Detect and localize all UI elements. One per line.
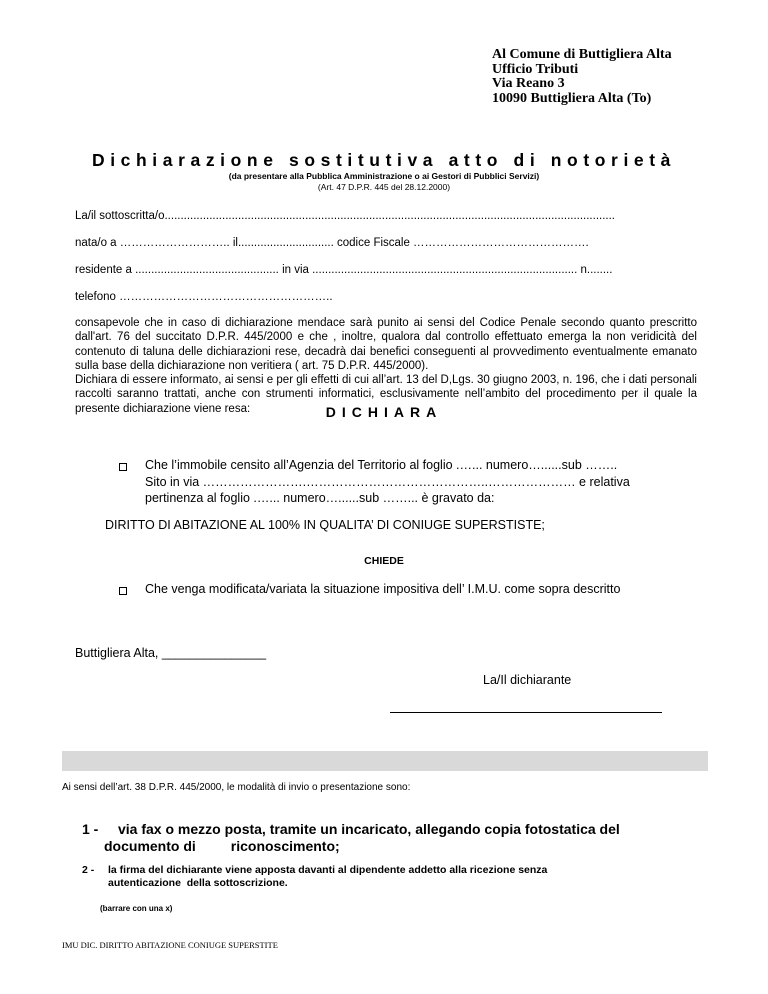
field-telefono[interactable]: telefono ……………………………………………….. xyxy=(75,291,333,303)
body-text xyxy=(75,316,697,416)
dichiara-item-line: Sito in via …………………….……………………………………..………………… e relativa xyxy=(145,474,630,489)
diritto-statement: DIRITTO DI ABITAZIONE AL 100% IN QUALITA’ DI CONIUGE SUPERSTISTE; xyxy=(105,518,545,532)
mode-1-line: via fax o mezzo posta, tramite un incaricato, allegando copia fotostatica del xyxy=(118,821,620,837)
mode-2-line: autenticazione della sottoscrizione. xyxy=(108,877,288,889)
recipient-line: Ufficio Tributi xyxy=(492,61,579,77)
dichiara-item-line: pertinenza al foglio .…... numero…......sub ……... è gravato da: xyxy=(145,491,495,505)
signature-label: La/Il dichiarante xyxy=(483,673,572,687)
consapevole-paragraph: consapevole che in caso di dichiarazione mendace sarà punito ai sensi del Codice Penale secondo quanto prescritto dall'art. 76 del succitato D.P.R. 445/2000 e che , inoltre, qualora dal controllo effettuato emerga la non veridicità del contenuto di taluna delle dichiarazioni rese, decadrà dai benefici conseguenti al provvedimento eventualmente emanato sulla base della dichiarazione non veritiera ( art. 75 D.P.R. 445/2000). xyxy=(75,317,697,372)
field-residente[interactable]: residente a ............................................. in via ................................................................................... n........ xyxy=(75,264,613,276)
checkbox-icon[interactable] xyxy=(119,587,127,595)
recipient-line: Via Reano 3 xyxy=(492,76,565,91)
mode-2-line: la firma del dichiarante viene apposta davanti al dipendente addetto alla ricezione senza xyxy=(108,864,548,876)
chiede-item: Che venga modificata/variata la situazione impositiva dell’ I.M.U. come sopra descritto xyxy=(145,582,621,596)
separator-band xyxy=(62,751,708,771)
signature-line[interactable] xyxy=(390,712,662,713)
mode-number: 1 - xyxy=(82,821,99,837)
recipient-line: Al Comune di Buttigliera Alta xyxy=(492,47,672,62)
mode-2-text xyxy=(104,864,704,890)
dichiara-item xyxy=(145,457,705,507)
place-date-field[interactable]: Buttigliera Alta, _______________ xyxy=(75,646,267,660)
dichiara-item-line: Che l’immobile censito all’Agenzia del Territorio al foglio .…... numero…......sub …….. xyxy=(145,458,618,472)
chiede-heading: CHIEDE xyxy=(364,555,404,567)
mode-1-line: documento di riconoscimento; xyxy=(104,838,340,854)
dichiara-heading: DICHIARA xyxy=(325,404,443,420)
privacy-paragraph: Dichiara di essere informato, ai sensi e per gli effetti di cui all’art. 13 del D,Lgs. 30 giugno 2003, n. 196, che i dati personali raccolti saranno trattati, anche con strumenti informatici, esclusivamente nell’ambito del procedimento per il quale la presente dichiarazione viene resa: xyxy=(75,374,697,415)
field-sottoscritto[interactable]: La/il sottoscritta/o............................................................................................................................................. xyxy=(75,210,615,222)
mode-1-text xyxy=(98,821,698,855)
recipient-address xyxy=(492,48,672,106)
barrare-note: (barrare con una x) xyxy=(100,904,173,913)
law-reference: (Art. 47 D.P.R. 445 del 28.12.2000) xyxy=(317,182,451,192)
notes-intro: Ai sensi dell’art. 38 D.P.R. 445/2000, le modalità di invio o presentazione sono: xyxy=(62,782,411,793)
document-subtitle: (da presentare alla Pubblica Amministrazione o ai Gestori di Pubblici Servizi) xyxy=(228,171,540,181)
field-nato[interactable]: nata/o a ……………………….. il.............................. codice Fiscale ………………………………………. xyxy=(75,237,589,249)
recipient-line: 10090 Buttigliera Alta (To) xyxy=(492,90,652,106)
document-title: Dichiarazione sostitutiva atto di notorietà xyxy=(91,150,677,170)
mode-number: 2 - xyxy=(82,864,95,876)
checkbox-icon[interactable] xyxy=(119,463,127,471)
page-footer: IMU DIC. DIRITTO ABITAZIONE CONIUGE SUPERSTITE xyxy=(62,940,278,950)
